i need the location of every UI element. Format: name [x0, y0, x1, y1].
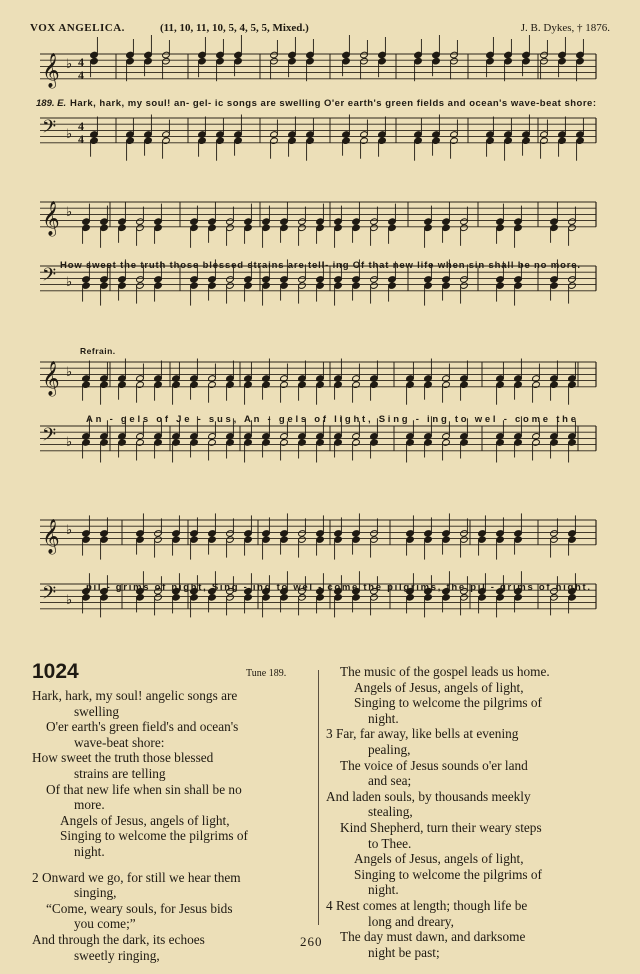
bass-clef-icon: 𝄢 — [42, 425, 57, 450]
verse-line: The voice of Jesus sounds o'er land — [340, 757, 528, 773]
verse-line: Hark, hark, my soul! angelic songs are — [32, 688, 238, 703]
verse-line: 4 Rest comes at length; though life be — [326, 897, 528, 913]
verse-line: Angels of Jesus, angels of light, — [354, 851, 524, 867]
verse-line: night be past; — [368, 944, 440, 960]
meter: (11, 10, 11, 10, 5, 4, 5, 5, Mixed.) — [160, 22, 309, 34]
verse-line: The day must dawn, and darksome — [340, 929, 526, 945]
verse-line: stealing, — [368, 804, 413, 820]
verse-line: strains are telling — [74, 765, 166, 781]
verse-line: “Come, weary souls, for Jesus bids — [46, 900, 233, 916]
lyric-line: Hark, hark, my soul! an- gel- ic songs are swelling O'er earth's green fields and ocean's wave-beat shore: — [70, 98, 596, 109]
verse-line: 3 Far, far away, like bells at evening — [326, 726, 519, 742]
verses-right-column — [326, 664, 612, 960]
score-svg — [30, 34, 604, 664]
time-signature-icon: 4 — [78, 68, 84, 82]
tune-number: 189. E. — [36, 98, 67, 109]
time-signature-icon: 4 — [78, 119, 84, 133]
stanza-gap — [32, 860, 314, 870]
verse-line: night. — [368, 882, 399, 898]
verse-line: more. — [74, 797, 105, 813]
lyric-line: pil - grims of night, Sing - ing to wel - come the pilgrims, the pil - grims of night. — [86, 582, 590, 593]
column-divider — [318, 670, 319, 925]
verse-line: Of that new life when sin shall be no — [46, 781, 242, 797]
verse-line: How sweet the truth those blessed — [32, 750, 214, 766]
flat-sign-icon: ♭ — [66, 56, 73, 71]
treble-clef-icon: 𝄞 — [42, 201, 60, 236]
verse-line: Singing to welcome the pilgrims of — [354, 866, 542, 882]
verse-line: wave-beat shore: — [74, 734, 165, 750]
verse-line: And through the dark, its echoes — [32, 931, 205, 947]
flat-sign-icon: ♭ — [66, 592, 73, 607]
bass-clef-icon: 𝄢 — [42, 583, 57, 608]
page-number: 260 — [300, 934, 323, 949]
flat-sign-icon: ♭ — [66, 126, 73, 141]
flat-sign-icon: ♭ — [66, 204, 73, 219]
hymn-number: 1024 — [32, 660, 79, 683]
verse-line: night. — [74, 843, 105, 859]
verse-line: and sea; — [368, 773, 412, 789]
music-score — [30, 34, 604, 664]
treble-clef-icon: 𝄞 — [42, 519, 60, 554]
time-signature-icon: 4 — [78, 132, 84, 146]
verse-line: Singing to welcome the pilgrims of — [354, 695, 542, 711]
bass-clef-icon: 𝄢 — [42, 265, 57, 290]
tune-reference: Tune 189. — [246, 668, 287, 679]
composer: J. B. Dykes, † 1876. — [520, 22, 610, 34]
lyric-line: How sweet the truth those blessed strains are tell- ing Of that new life when sin shall be no more. — [60, 260, 580, 271]
flat-sign-icon: ♭ — [66, 364, 73, 379]
refrain-label: Refrain. — [80, 346, 116, 356]
tune-name: VOX ANGELICA. — [30, 22, 125, 34]
verse-line: sweetly ringing, — [74, 947, 160, 963]
verse-line: O'er earth's green field's and ocean's — [46, 719, 239, 735]
bass-clef-icon: 𝄢 — [42, 117, 57, 142]
time-signature-icon: 4 — [78, 55, 84, 69]
verse-line: long and dreary, — [368, 913, 454, 929]
verse-line: Angels of Jesus, angels of light, — [354, 679, 524, 695]
verse-line: pealing, — [368, 741, 411, 757]
treble-clef-icon: 𝄞 — [42, 53, 60, 88]
verse-line: Angels of Jesus, angels of light, — [60, 812, 230, 828]
verse-line: you come;” — [74, 916, 136, 932]
flat-sign-icon: ♭ — [66, 274, 73, 289]
verse-line: to Thee. — [368, 835, 412, 851]
treble-clef-icon: 𝄞 — [42, 361, 60, 396]
verse-line: Kind Shepherd, turn their weary steps — [340, 819, 542, 835]
verses-left-column — [32, 688, 314, 963]
flat-sign-icon: ♭ — [66, 434, 73, 449]
verse-line: And laden souls, by thousands meekly — [326, 788, 531, 804]
flat-sign-icon: ♭ — [66, 522, 73, 537]
verse-line: singing, — [74, 885, 117, 901]
verse-line: swelling — [74, 703, 120, 719]
verse-line: Singing to welcome the pilgrims of — [60, 828, 248, 844]
lyric-line: An - gels of Je - sus, An - gels of light, Sing - ing to wel - come the — [86, 414, 576, 425]
verse-line: night. — [368, 710, 399, 726]
verse-line: 2 Onward we go, for still we hear them — [32, 869, 241, 885]
verse-line: The music of the gospel leads us home. — [340, 664, 550, 679]
